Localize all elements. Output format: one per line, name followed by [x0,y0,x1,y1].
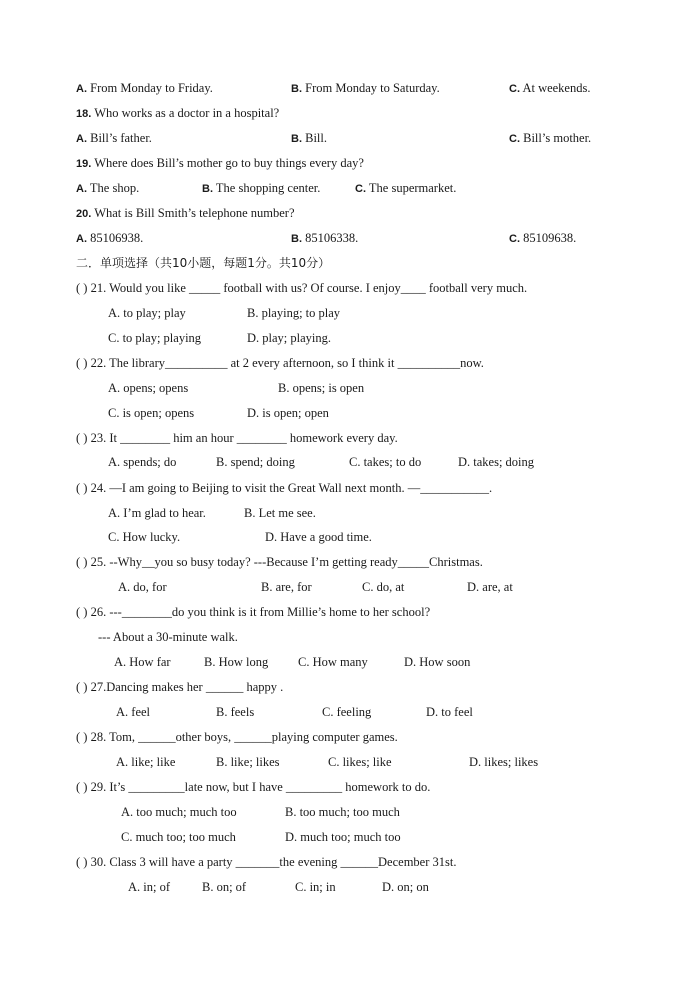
q29-option-c: C. much too; too much [121,830,236,844]
q19-option-b: B. The shopping center. [202,181,321,195]
q17-option-c: C. At weekends. [509,81,591,95]
q27-option-a: A. feel [116,705,151,719]
q30-option-b: B. on; of [202,880,247,894]
q30-option-c: C. in; in [295,880,336,894]
q20-option-b: B. 85106338. [291,231,359,245]
q22-option-d: D. is open; open [247,406,329,420]
q19-option-a: A. The shop. [76,181,140,195]
q21-option-a: A. to play; play [108,306,186,320]
q28-option-a: A. like; like [116,755,176,769]
q22-option-a: A. opens; opens [108,381,189,395]
q30-option-d: D. on; on [382,880,429,894]
q25-option-a: A. do, for [118,580,167,594]
q27-option-c: C. feeling [322,705,372,719]
q20-stem: 20. What is Bill Smith’s telephone number? [76,206,295,220]
q25-stem: ( ) 25. --Why__you so busy today? ---Because I’m getting ready_____Christmas. [76,555,483,569]
q29-option-b: B. too much; too much [285,805,400,819]
q18-option-c: C. Bill’s mother. [509,131,592,145]
q23-stem: ( ) 23. It ________ him an hour ________ homework every day. [76,431,398,445]
q24-option-a: A. I’m glad to hear. [108,506,206,520]
q18-option-b: B. Bill. [291,131,328,145]
q26-option-d: D. How soon [404,655,471,669]
q21-option-b: B. playing; to play [247,306,341,320]
q28-option-b: B. like; likes [216,755,280,769]
q24-option-b: B. Let me see. [244,506,316,520]
q28-option-c: C. likes; like [328,755,392,769]
q22-option-b: B. opens; is open [278,381,365,395]
q17-option-a: A. From Monday to Friday. [76,81,213,95]
q19-option-c: C. The supermarket. [355,181,457,195]
q25-option-c: C. do, at [362,580,405,594]
q27-option-d: D. to feel [426,705,473,719]
q25-option-d: D. are, at [467,580,513,594]
q20-option-c: C. 85109638. [509,231,577,245]
q26-option-a: A. How far [114,655,171,669]
q23-option-d: D. takes; doing [458,455,535,469]
q18-stem: 18. Who works as a doctor in a hospital? [76,106,280,120]
q24-option-d: D. Have a good time. [265,530,372,544]
q29-option-a: A. too much; much too [121,805,237,819]
q22-option-c: C. is open; opens [108,406,195,420]
q21-option-d: D. play; playing. [247,331,332,345]
q23-option-a: A. spends; do [108,455,177,469]
q27-option-b: B. feels [216,705,255,719]
q27-stem: ( ) 27.Dancing makes her ______ happy . [76,680,284,694]
q21-stem: ( ) 21. Would you like _____ football with us? Of course. I enjoy____ football very much. [76,281,528,295]
q29-stem: ( ) 29. It’s _________late now, but I have _________ homework to do. [76,780,431,794]
q24-stem: ( ) 24. —I am going to Beijing to visit the Great Wall next month. —___________. [76,481,493,495]
q24-option-c: C. How lucky. [108,530,181,544]
q23-option-b: B. spend; doing [216,455,295,469]
q18-option-a: A. Bill’s father. [76,131,152,145]
q26-option-b: B. How long [204,655,269,669]
q21-option-c: C. to play; playing [108,331,202,345]
q28-option-d: D. likes; likes [469,755,539,769]
q30-stem: ( ) 30. Class 3 will have a party _______the evening ______December 31st. [76,855,457,869]
q29-option-d: D. much too; much too [285,830,401,844]
q26-stem: ( ) 26. ---________do you think is it from Millie’s home to her school? [76,605,431,619]
q30-option-a: A. in; of [128,880,171,894]
q23-option-c: C. takes; to do [349,455,422,469]
q19-stem: 19. Where does Bill’s mother go to buy things every day? [76,156,364,170]
q26-option-c: C. How many [298,655,368,669]
q26-reply: --- About a 30-minute walk. [98,630,238,644]
q22-stem: ( ) 22. The library__________ at 2 every afternoon, so I think it __________now. [76,356,484,370]
q17-option-b: B. From Monday to Saturday. [291,81,440,95]
q28-stem: ( ) 28. Tom, ______other boys, ______playing computer games. [76,730,398,744]
q25-option-b: B. are, for [261,580,312,594]
q20-option-a: A. 85106938. [76,231,144,245]
section-heading: 二．单项选择（共10小题，每题1分。共10分） [76,256,331,270]
